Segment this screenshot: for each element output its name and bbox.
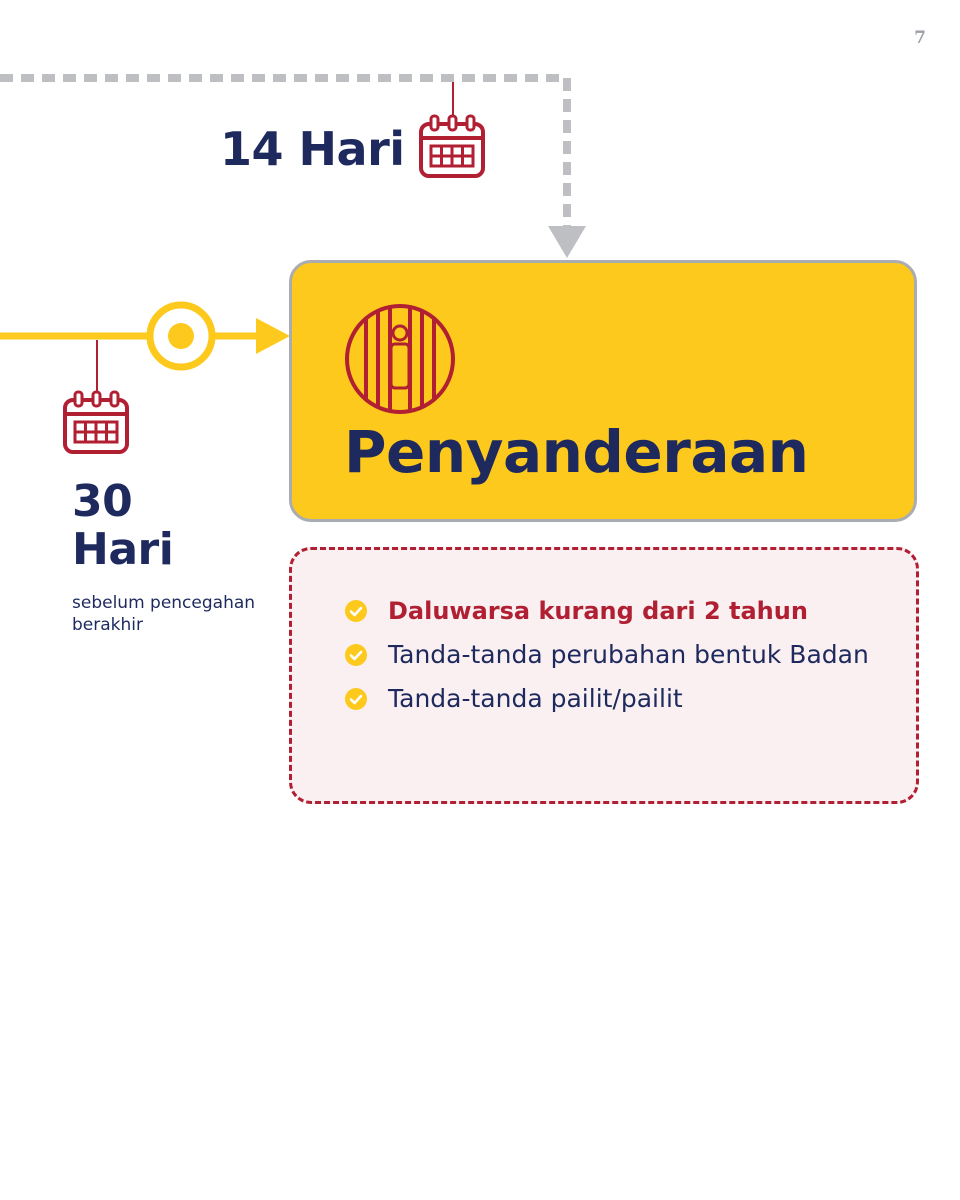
main-title: Penyanderaan [344, 418, 809, 486]
criteria-item [344, 638, 884, 672]
check-circle-icon [344, 687, 368, 711]
check-circle-icon [344, 643, 368, 667]
criteria-text: Tanda-tanda perubahan bentuk Badan [388, 640, 869, 669]
check-circle-icon [344, 599, 368, 623]
page-number: 7 [914, 28, 926, 48]
criteria-text: Tanda-tanda pailit/pailit [388, 684, 683, 713]
calendar-icon-left [62, 388, 132, 456]
duration-30-label [72, 478, 173, 574]
penyanderaan-box [289, 260, 917, 522]
criteria-box [289, 547, 919, 804]
right-arrow [256, 318, 290, 354]
jail-icon [342, 301, 458, 417]
calendar-icon [418, 112, 488, 180]
criteria-text: Daluwarsa kurang dari 2 tahun [388, 597, 808, 625]
duration-14-label: 14 Hari [220, 122, 405, 176]
criteria-item [344, 594, 884, 628]
criteria-list [344, 594, 884, 726]
criteria-item [344, 682, 884, 716]
down-arrow [548, 226, 586, 258]
timeline-node-dot [168, 323, 194, 349]
duration-30-note: sebelum pencegahan berakhir [72, 593, 256, 635]
duration-30-number: 30 [72, 476, 133, 527]
duration-30-unit: Hari [72, 524, 174, 575]
